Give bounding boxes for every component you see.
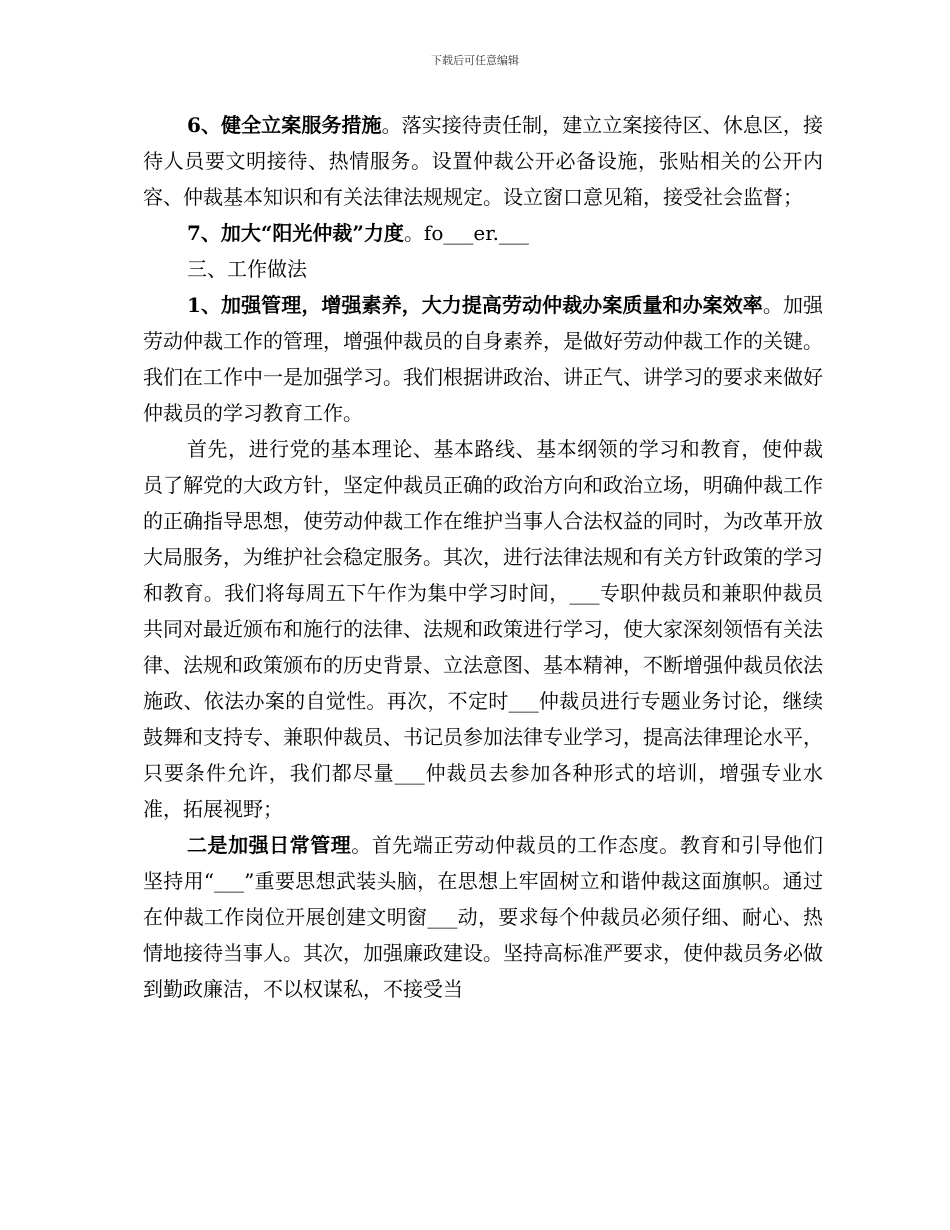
paragraph-heading: 二是加强日常管理: [187, 833, 352, 857]
paragraph-text: 。首先端正劳动仲裁员的工作态度。教育和引导他们坚持用“___”重要思想武装头脑，在思想上牢固树立和谐仲裁这面旗帜。通过在仲裁工作岗位开展创建文明窗___动，要求每个仲裁员必须仔细、耐心、热情地接待当事人。其次，加强廉政建设。坚持高标准严要求，使仲裁员务必做到勤政廉洁，不以权谋私，不接受当: [143, 833, 824, 1001]
paragraph-text: 首先，进行党的基本理论、基本路线、基本纲领的学习和教育，使仲裁员了解党的大政方针，坚定仲裁员正确的政治方向和政治立场，明确仲裁工作的正确指导思想，使劳动仲裁工作在维护当事人合法权益的同时，为改革开放大局服务，为维护社会稳定服务。其次，进行法律法规和有关方针政策的学习和教育。我们将每周五下午作为集中学习时间，___专职仲裁员和兼职仲裁员共同对最近颁布和施行的法律、法规和政策进行学习，使大家深刻领悟有关法律、法规和政策颁布的历史背景、立法意图、基本精神，不断增强仲裁员依法施政、依法办案的自觉性。再次，不定时___仲裁员进行专题业务讨论，继续鼓舞和支持专、兼职仲裁员、书记员参加法律专业学习，提高法律理论水平，只要条件允许，我们都尽量___仲裁员去参加各种形式的培训，增强专业水准，拓展视野；: [143, 437, 823, 821]
paragraph-item-7: [143, 215, 823, 251]
paragraph-daily-management: [143, 827, 823, 1007]
paragraph-management: [143, 287, 823, 431]
paragraph-text: 。加强劳动仲裁工作的管理，增强仲裁员的自身素养，是做好劳动仲裁工作的关键。我们在工作中一是加强学习。我们根据讲政治、讲正气、讲学习的要求来做好仲裁员的学习教育工作。: [143, 293, 824, 425]
paragraph-heading: 1、加强管理，增强素养，大力提高劳动仲裁办案质量和办案效率: [187, 293, 763, 317]
paragraph-text: 。fo___er.___: [403, 221, 529, 245]
page-header: 下载后可任意编辑: [431, 54, 519, 67]
paragraph-heading: 7、加大“阳光仲裁”力度: [187, 221, 404, 245]
section-heading: [143, 251, 823, 287]
document-body: [143, 107, 823, 1007]
paragraph-item-6: [143, 107, 823, 215]
paragraph-heading: 6、健全立案服务措施: [187, 113, 382, 137]
section-heading-text: 三、工作做法: [187, 257, 307, 281]
paragraph-study: [143, 431, 823, 827]
paragraph-text: 。落实接待责任制，建立立案接待区、休息区，接待人员要文明接待、热情服务。设置仲裁公开必备设施，张贴相关的公开内容、仲裁基本知识和有关法律法规规定。设立窗口意见箱，接受社会监督；: [143, 113, 824, 209]
